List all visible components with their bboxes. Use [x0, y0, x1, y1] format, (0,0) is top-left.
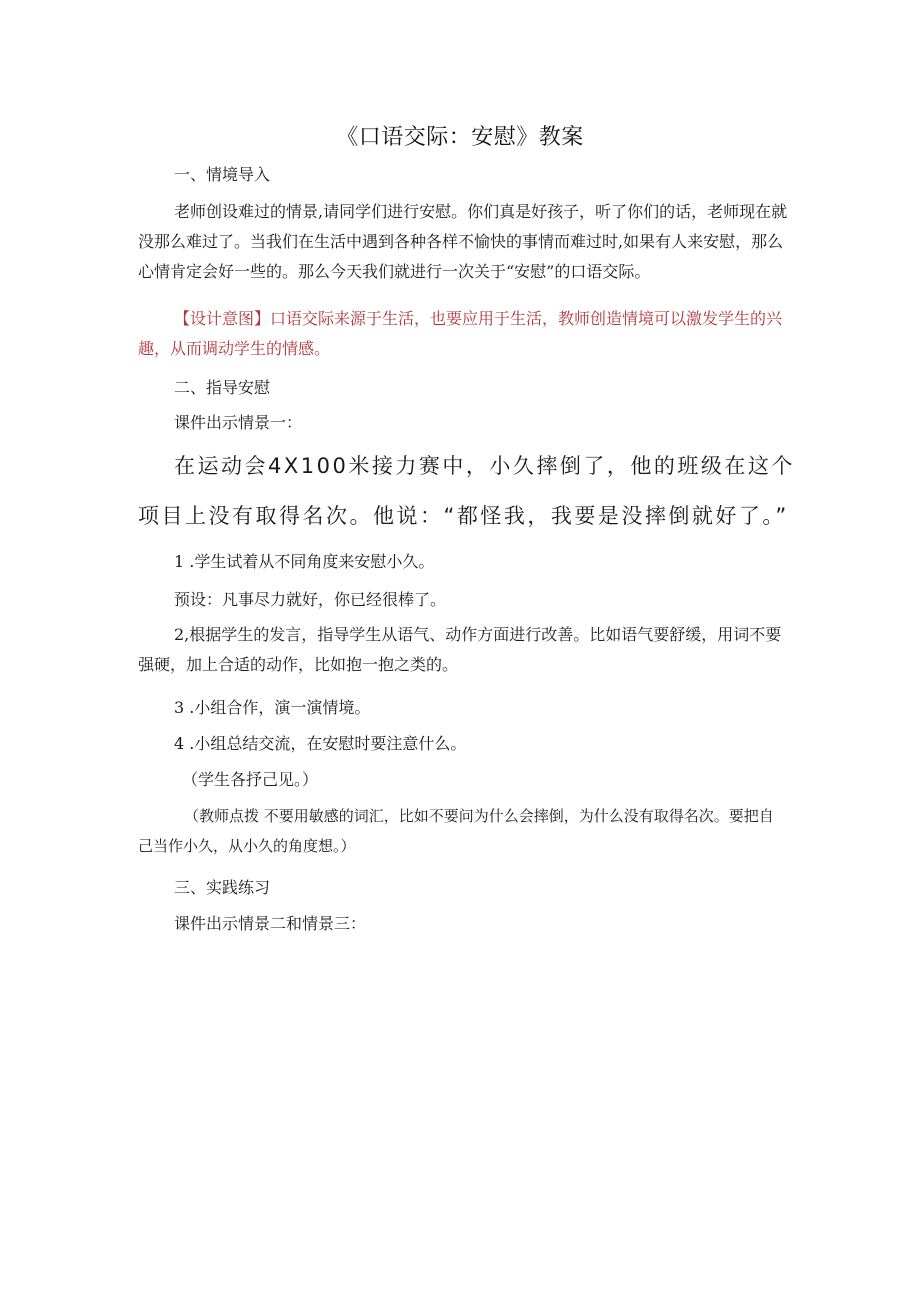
section1-heading: 一、情境导入	[174, 165, 271, 184]
scene1-label: 课件出示情景一：	[174, 413, 303, 432]
teacher-note: （教师点拨 不要用敏感的词汇，比如不要问为什么会摔倒，为什么没有取得名次。要把自己当作小久，从小久的角度想。）	[138, 807, 774, 855]
scene23-label: 课件出示情景二和情景三：	[174, 914, 367, 933]
section2-heading: 二、指导安慰	[174, 378, 271, 397]
page-title: 《口语交际：安慰》教案	[336, 125, 584, 150]
step1-text: 1 .学生试着从不同角度来安慰小久。	[174, 552, 435, 571]
scene1-text: 在运动会4X100米接力赛中，小久摔倒了，他的班级在这个项目上没有取得名次。他说：“都怪我，我要是没摔倒就好了。”	[138, 454, 795, 528]
design-intent-text: 口语交际来源于生活，也要应用于生活，教师创造情境可以激发学生的兴趣，从而调动学生的情感。	[138, 309, 783, 358]
section1-paragraph: 老师创设难过的情景,请同学们进行安慰。你们真是好孩子，听了你们的话，老师现在就没那么难过了。当我们在生活中遇到各种各样不愉快的事情而难过时,如果有人来安慰，那么心情肯定会好一些的。那么今天我们就进行一次关于“安慰”的口语交际。	[138, 202, 788, 281]
section3-heading: 三、实践练习	[174, 878, 271, 897]
design-intent-tag: 【设计意图】	[174, 309, 271, 328]
preset-text: 预设：凡事尽力就好，你已经很棒了。	[174, 590, 447, 609]
design-intent-paragraph	[138, 304, 788, 364]
step3-text: 3 .小组合作，演一演情境。	[174, 698, 371, 717]
student-note: （学生各抒己见。）	[182, 770, 319, 789]
step4-text: 4 .小组总结交流，在安慰时要注意什么。	[174, 734, 467, 753]
step2-paragraph: 2,根据学生的发言，指导学生从语气、动作方面进行改善。比如语气要舒缓，用词不要强硬，加上合适的动作，比如抱一抱之类的。	[138, 625, 782, 674]
